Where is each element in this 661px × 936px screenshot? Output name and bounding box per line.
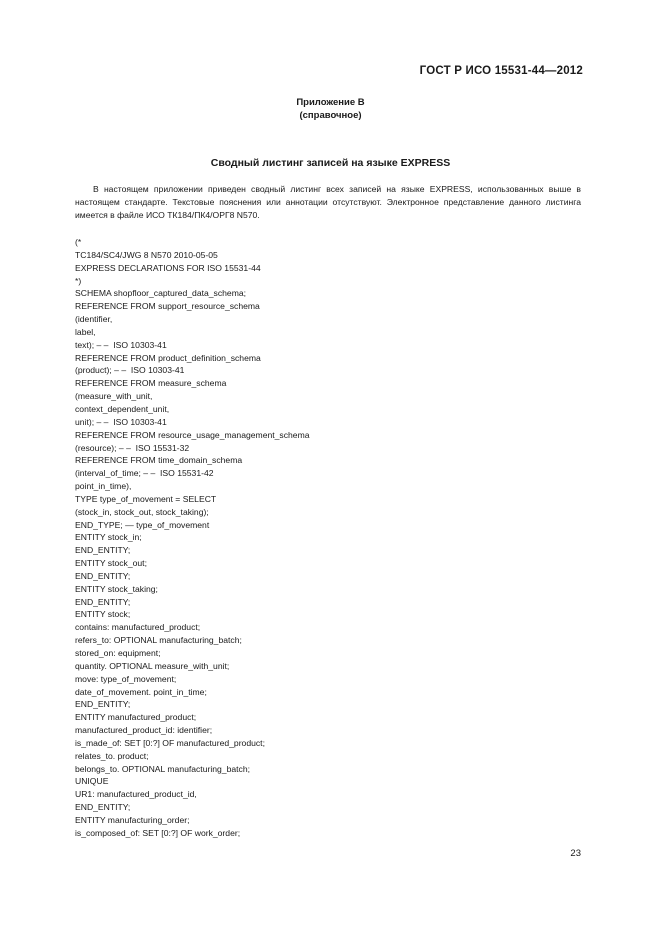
listing-line: END_ENTITY; bbox=[75, 802, 131, 813]
annex-title: Сводный листинг записей на языке EXPRESS bbox=[210, 157, 451, 169]
listing-line: ENTITY stock_taking; bbox=[75, 583, 158, 594]
listing-line: (measure_with_unit, bbox=[75, 391, 153, 402]
listing-line: manufactured_product_id: identifier; bbox=[75, 725, 213, 736]
listing-line: (product); – – ISO 10303-41 bbox=[75, 365, 185, 376]
page-number: 23 bbox=[570, 848, 581, 859]
listing-line: date_of_movement. point_in_time; bbox=[75, 686, 207, 697]
listing-line: (identifier, bbox=[75, 314, 113, 325]
listing-line: context_dependent_unit, bbox=[75, 403, 170, 414]
listing-line: point_in_time), bbox=[75, 481, 132, 492]
listing-line: REFERENCE FROM resource_usage_management_schema bbox=[75, 429, 310, 440]
listing-line: REFERENCE FROM time_domain_schema bbox=[75, 455, 243, 466]
listing-line: ENTITY manufactured_product; bbox=[75, 712, 197, 723]
listing-line: (* bbox=[75, 237, 82, 247]
listing-line: relates_to. product; bbox=[75, 750, 149, 761]
annex-label: Приложение В bbox=[296, 97, 365, 108]
listing-line: REFERENCE FROM measure_schema bbox=[75, 378, 227, 389]
listing-line: text); – – ISO 10303-41 bbox=[75, 339, 167, 350]
listing-line: contains: manufactured_product; bbox=[75, 622, 201, 633]
listing-line: REFERENCE FROM product_definition_schema bbox=[75, 352, 261, 363]
listing-line: label, bbox=[75, 326, 96, 337]
listing-line: is_made_of: SET [0:?] OF manufactured_product; bbox=[75, 737, 265, 748]
listing-line: unit); – – ISO 10303-41 bbox=[75, 416, 167, 427]
listing-line: move: type_of_movement; bbox=[75, 673, 177, 684]
annex-heading bbox=[0, 96, 661, 122]
listing-line: ENTITY stock_out; bbox=[75, 558, 147, 569]
annex-kind: (справочное) bbox=[299, 110, 362, 121]
listing-line: TC184/SC4/JWG 8 N570 2010-05-05 bbox=[75, 249, 218, 260]
listing-line: refers_to: OPTIONAL manufacturing_batch; bbox=[75, 635, 242, 646]
listing-line: UR1: manufactured_product_id, bbox=[75, 789, 197, 800]
intro-paragraph bbox=[75, 183, 581, 223]
listing-line: quantity. OPTIONAL measure_with_unit; bbox=[75, 660, 230, 671]
intro-text: В настоящем приложении приведен сводный листинг всех записей на языке EXPRESS, использованных выше в настоящем стандарте. Текстовые пояснения или аннотации отсутствуют. Электронное представление данного листинга имеется в файле ИСО ТК184/ПК4/ОРГ8 N570. bbox=[75, 184, 581, 221]
listing-line: EXPRESS DECLARATIONS FOR ISO 15531-44 bbox=[75, 262, 261, 273]
listing-line: END_ENTITY; bbox=[75, 570, 131, 581]
listing-line: SCHEMA shopfloor_captured_data_schema; bbox=[75, 288, 247, 299]
express-listing bbox=[75, 236, 575, 840]
listing-line: END_ENTITY; bbox=[75, 596, 131, 607]
listing-line: TYPE type_of_movement = SELECT bbox=[75, 493, 217, 504]
listing-line: END_ENTITY; bbox=[75, 545, 131, 556]
listing-line: (resource); – – ISO 15531-32 bbox=[75, 442, 190, 453]
listing-line: ENTITY stock; bbox=[75, 609, 131, 620]
listing-line: (stock_in, stock_out, stock_taking); bbox=[75, 506, 209, 517]
listing-line: belongs_to. OPTIONAL manufacturing_batch; bbox=[75, 763, 250, 774]
listing-line: ENTITY manufacturing_order; bbox=[75, 814, 190, 825]
listing-line: END_TYPE; — type_of_movement bbox=[75, 519, 210, 530]
listing-line: END_ENTITY; bbox=[75, 699, 131, 710]
listing-line: UNIQUE bbox=[75, 776, 109, 787]
listing-line: stored_on: equipment; bbox=[75, 648, 161, 658]
listing-line: REFERENCE FROM support_resource_schema bbox=[75, 301, 260, 312]
listing-line: *) bbox=[75, 275, 82, 286]
listing-line: (interval_of_time; – – ISO 15531-42 bbox=[75, 468, 214, 479]
listing-line: ENTITY stock_in; bbox=[75, 532, 142, 543]
listing-line: is_composed_of: SET [0:?] OF work_order; bbox=[75, 827, 241, 838]
standard-designation: ГОСТ Р ИСО 15531-44—2012 bbox=[419, 65, 583, 77]
